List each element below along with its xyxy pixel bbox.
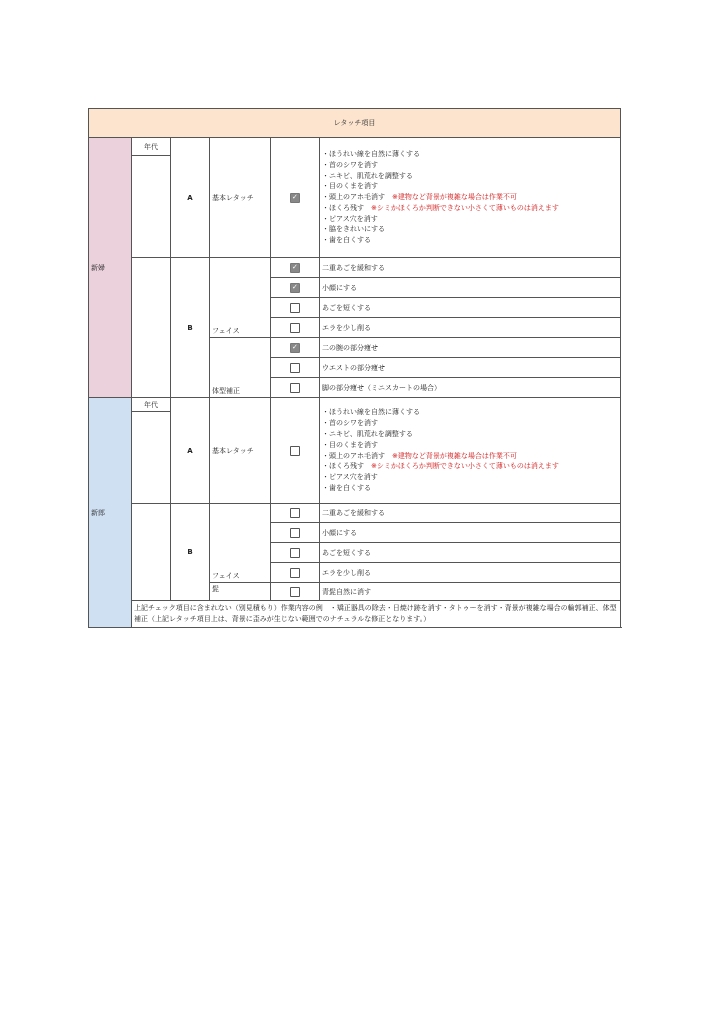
bride-face-checkbox-0[interactable] — [271, 258, 320, 278]
bride-a-item-3 — [322, 181, 618, 192]
groom-a-checkbox[interactable] — [271, 398, 320, 504]
groom-a-item-text: ・ほくろ残す — [322, 462, 364, 471]
bride-a-item-text: ・脇をきれいにする — [322, 225, 385, 234]
bride-a-item-text: ・ピアス穴を消す — [322, 214, 378, 223]
groom-face-item-0: 二重あごを緩和する — [320, 504, 621, 523]
groom-b-beard-label: 髭 — [210, 583, 271, 601]
bride-a-item-0 — [322, 149, 618, 160]
groom-a-item-0 — [322, 407, 618, 418]
groom-a-item-6 — [322, 472, 618, 483]
groom-a-item-2 — [322, 429, 618, 440]
groom-a-label: A — [171, 398, 210, 504]
groom-beard-item-0: 青髭自然に消す — [320, 583, 621, 601]
groom-a-item-text: ・頭上のアホ毛消す — [322, 451, 385, 460]
bride-body-item-1: ウエストの部分痩せ — [320, 358, 621, 378]
groom-a-item-text: ・歯を白くする — [322, 483, 371, 492]
checkbox-icon[interactable] — [290, 193, 300, 203]
groom-a-item-4 — [322, 451, 618, 462]
bride-label: 新婦 — [89, 138, 132, 398]
bride-body-checkbox-0[interactable] — [271, 338, 320, 358]
bride-a-item-2 — [322, 171, 618, 182]
groom-a-item-text: ・首のシワを消す — [322, 419, 378, 428]
bride-b-body-label: 体型補正 — [210, 338, 271, 398]
bride-face-item-3: エラを少し削る — [320, 318, 621, 338]
bride-face-checkbox-3[interactable] — [271, 318, 320, 338]
bride-age-label: 年代 — [132, 138, 171, 156]
checkbox-icon[interactable] — [290, 303, 300, 313]
bride-a-item-text: ・ほうれい線を自然に薄くする — [322, 149, 420, 158]
bride-a-item-1 — [322, 160, 618, 171]
groom-a-item-text: ・ピアス穴を消す — [322, 473, 378, 482]
checkbox-icon[interactable] — [290, 528, 300, 538]
bride-a-item-text: ・歯を白くする — [322, 236, 371, 245]
groom-a-category: 基本レタッチ — [210, 398, 271, 504]
groom-a-item-note: ※シミかほくろか判断できない小さくて薄いものは消えます — [364, 462, 559, 471]
groom-a-item-1 — [322, 418, 618, 429]
groom-label: 新郎 — [89, 398, 132, 628]
groom-b-label: B — [171, 504, 210, 601]
bride-a-item-text: ・目のくまを消す — [322, 182, 378, 191]
bride-body-checkbox-1[interactable] — [271, 358, 320, 378]
table-header: レタッチ項目 — [89, 109, 621, 138]
groom-beard-checkbox-0[interactable] — [271, 583, 320, 601]
groom-age-spacer — [132, 504, 171, 601]
checkbox-icon[interactable] — [290, 363, 300, 373]
groom-face-item-3: エラを少し削る — [320, 563, 621, 583]
bride-face-item-1: 小顔にする — [320, 278, 621, 298]
groom-face-checkbox-0[interactable] — [271, 504, 320, 523]
groom-a-item-3 — [322, 440, 618, 451]
bride-body-item-2: 脚の部分痩せ（ミニスカートの場合） — [320, 378, 621, 398]
groom-face-checkbox-2[interactable] — [271, 543, 320, 563]
bride-b-face-label: フェイス — [210, 258, 271, 338]
bride-b-label: B — [171, 258, 210, 398]
groom-face-item-1: 小顔にする — [320, 523, 621, 543]
groom-age-label: 年代 — [132, 398, 171, 412]
checkbox-icon[interactable] — [290, 283, 300, 293]
bride-face-item-0: 二重あごを緩和する — [320, 258, 621, 278]
bride-face-item-2: あごを短くする — [320, 298, 621, 318]
bride-a-checkbox[interactable] — [271, 138, 320, 258]
bride-a-item-text: ・ほくろ残す — [322, 203, 364, 212]
bride-a-item-7 — [322, 224, 618, 235]
bride-a-category: 基本レタッチ — [210, 138, 271, 258]
bride-a-item-5 — [322, 203, 618, 214]
groom-a-item-text: ・目のくまを消す — [322, 440, 378, 449]
groom-face-item-2: あごを短くする — [320, 543, 621, 563]
groom-age-value[interactable] — [132, 412, 171, 504]
checkbox-icon[interactable] — [290, 383, 300, 393]
groom-face-checkbox-1[interactable] — [271, 523, 320, 543]
bride-a-label: A — [171, 138, 210, 258]
retouch-sheet — [88, 108, 620, 628]
bride-a-item-text: ・ニキビ、肌荒れを調整する — [322, 171, 413, 180]
groom-a-item-text: ・ほうれい線を自然に薄くする — [322, 408, 420, 417]
bride-body-checkbox-2[interactable] — [271, 378, 320, 398]
groom-a-items — [320, 398, 621, 504]
checkbox-icon[interactable] — [290, 508, 300, 518]
bride-age-value[interactable] — [132, 156, 171, 258]
bride-body-item-0: 二の腕の部分痩せ — [320, 338, 621, 358]
groom-face-checkbox-3[interactable] — [271, 563, 320, 583]
bride-age-spacer — [132, 258, 171, 398]
bride-a-item-8 — [322, 235, 618, 246]
checkbox-icon[interactable] — [290, 263, 300, 273]
bride-face-checkbox-2[interactable] — [271, 298, 320, 318]
bride-a-item-note: ※シミかほくろか判断できない小さくて薄いものは消えます — [364, 203, 559, 212]
footer-note: 上記チェック項目に含まれない（別見積もり）作業内容の例 ・矯正器具の除去・日焼け跡を消す・タトゥーを消す・背景が複雑な場合の輪郭補正、体型補正（上記レタッチ項目上は、背景に歪みが生じない範囲でのナチュラルな修正となります。） — [132, 601, 621, 628]
groom-a-item-5 — [322, 461, 618, 472]
bride-face-checkbox-1[interactable] — [271, 278, 320, 298]
bride-a-item-text: ・首のシワを消す — [322, 160, 378, 169]
checkbox-icon[interactable] — [290, 568, 300, 578]
bride-a-item-6 — [322, 214, 618, 225]
checkbox-icon[interactable] — [290, 587, 300, 597]
checkbox-icon[interactable] — [290, 343, 300, 353]
bride-a-items — [320, 138, 621, 258]
bride-a-item-4 — [322, 192, 618, 203]
checkbox-icon[interactable] — [290, 323, 300, 333]
groom-a-item-note: ※建物など背景が複雑な場合は作業不可 — [385, 451, 517, 460]
bride-a-item-text: ・頭上のアホ毛消す — [322, 193, 385, 202]
checkbox-icon[interactable] — [290, 446, 300, 456]
groom-a-item-text: ・ニキビ、肌荒れを調整する — [322, 429, 413, 438]
retouch-table — [88, 108, 621, 628]
bride-a-item-note: ※建物など背景が複雑な場合は作業不可 — [385, 193, 517, 202]
groom-b-face-label: フェイス — [210, 504, 271, 583]
groom-a-item-7 — [322, 483, 618, 494]
checkbox-icon[interactable] — [290, 548, 300, 558]
